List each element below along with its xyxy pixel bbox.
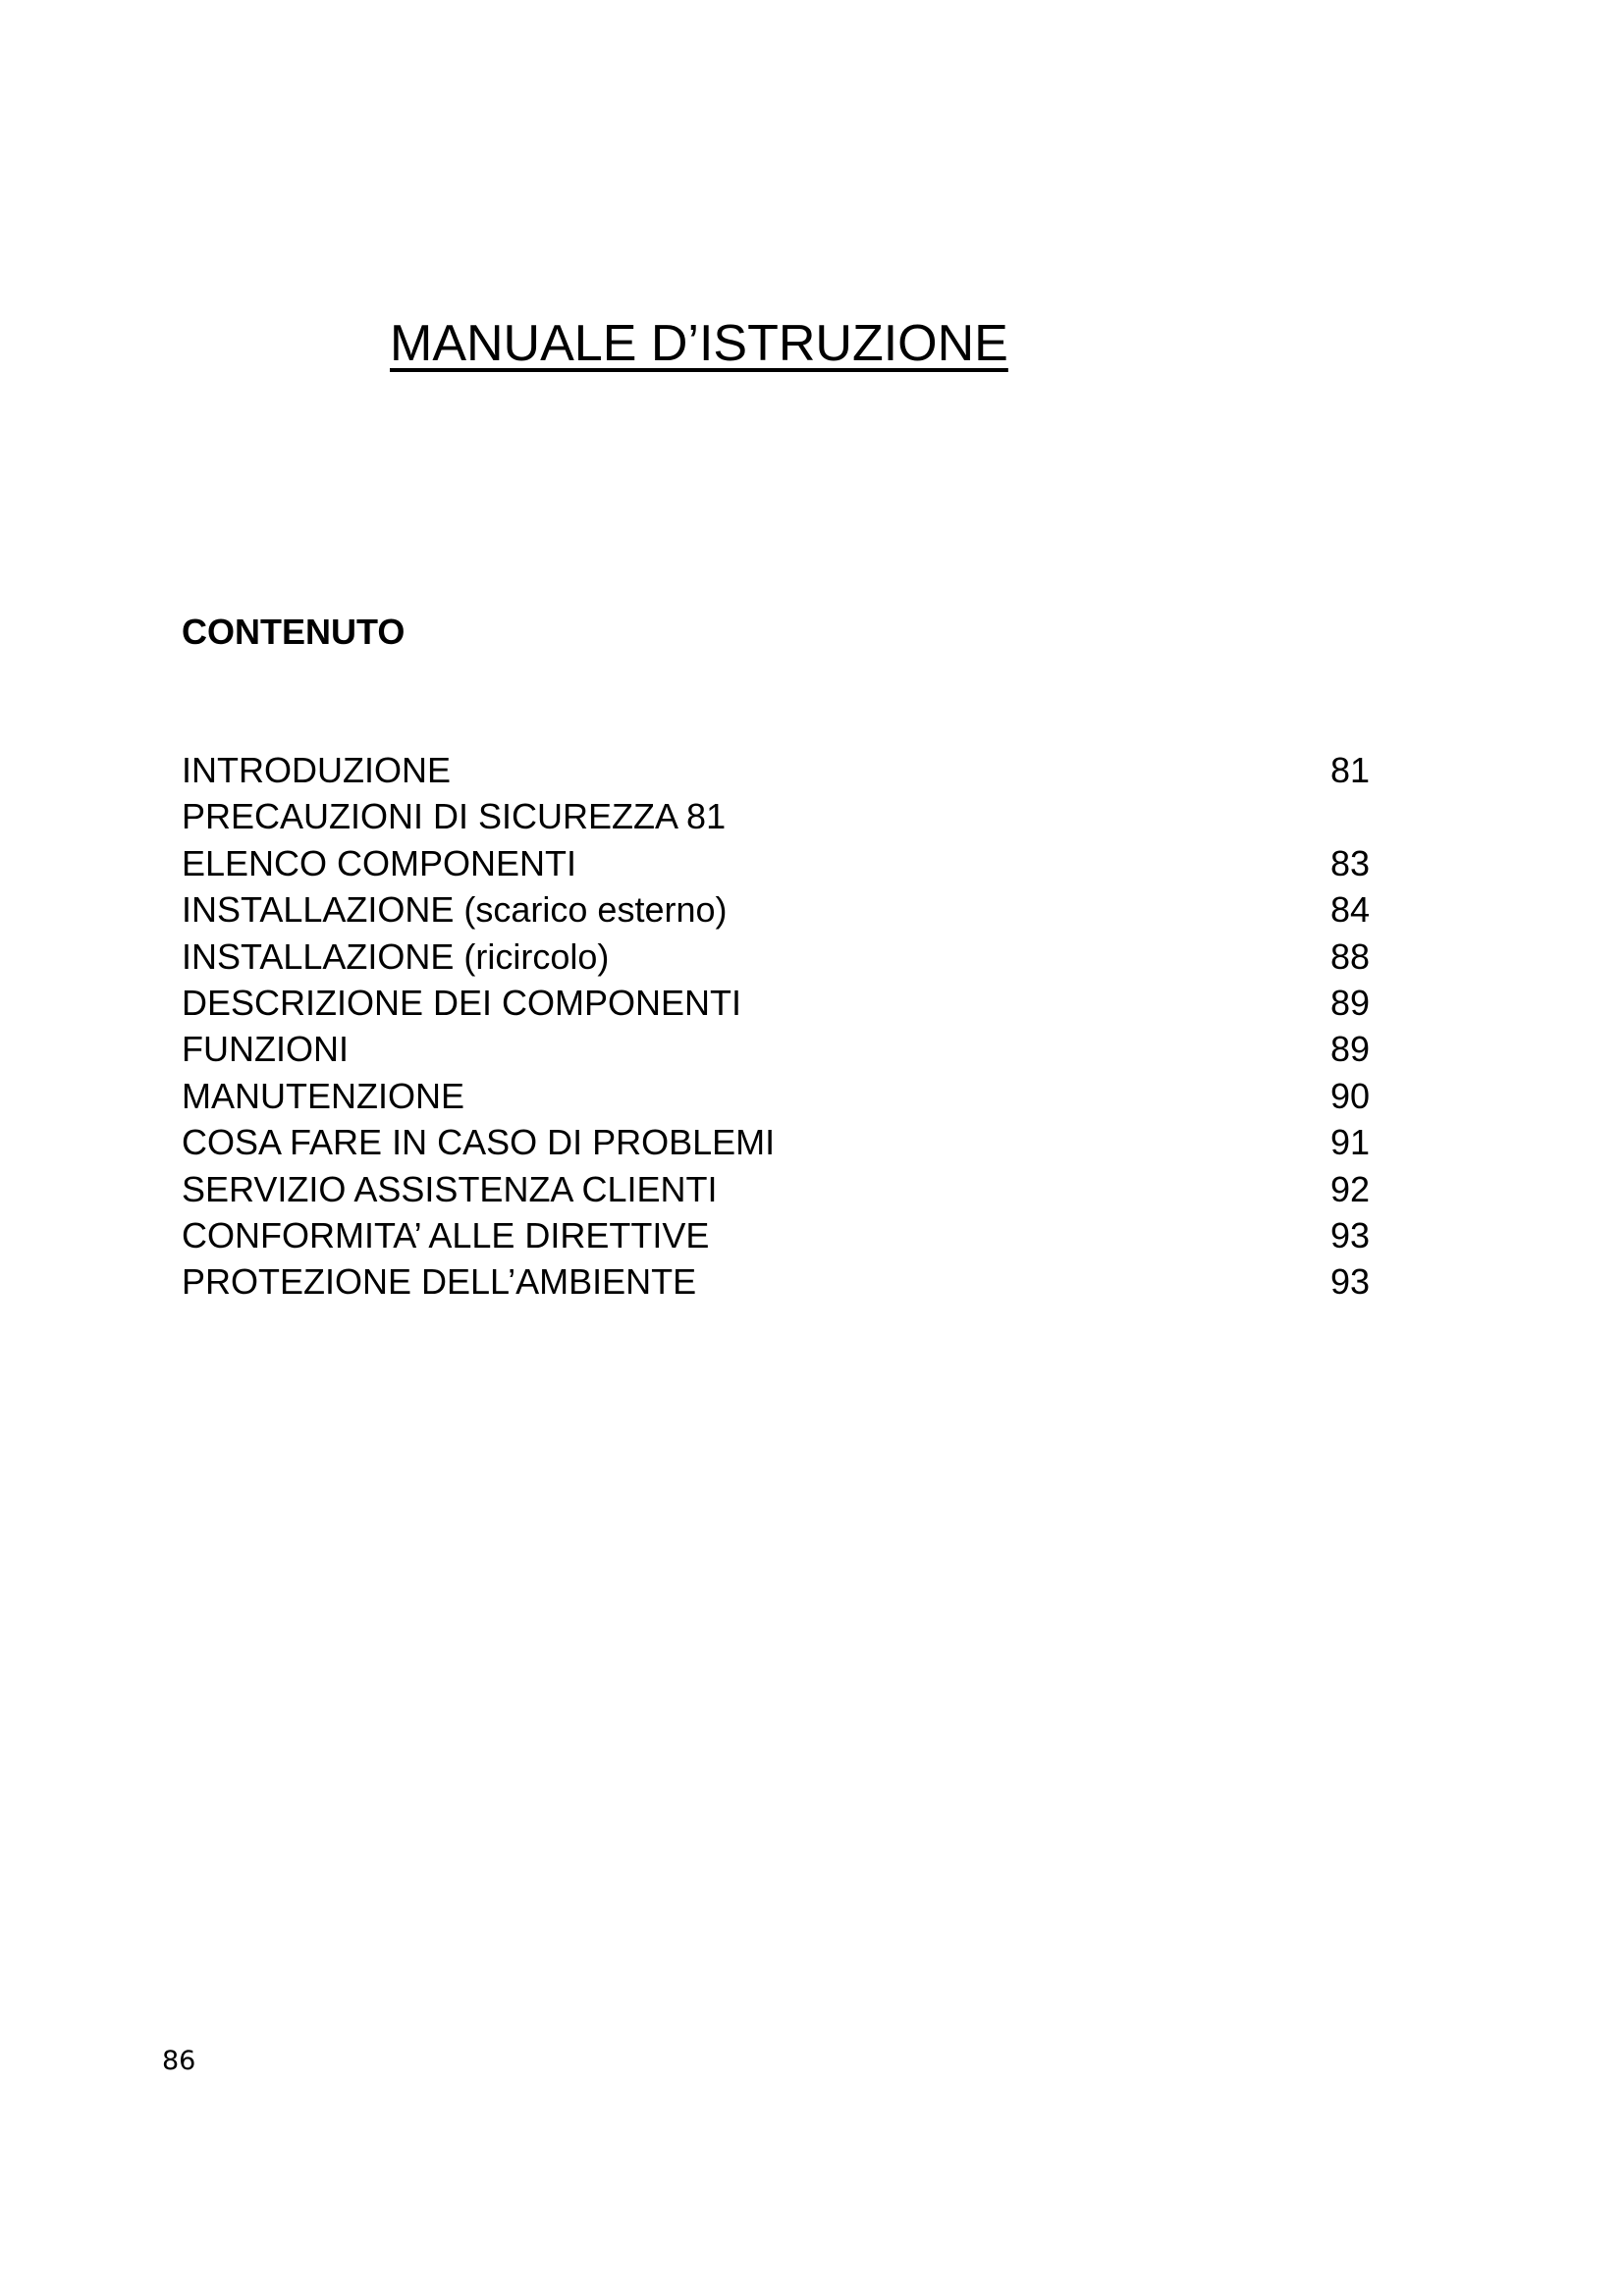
toc-entry-page: 90 [1329, 1075, 1370, 1116]
toc-entry [182, 1026, 1370, 1072]
toc-entry-page: 83 [1329, 842, 1370, 883]
toc-entry [182, 840, 1370, 886]
toc-entry [182, 934, 1370, 980]
toc-entry-page: 89 [1329, 982, 1370, 1023]
toc-entry-label: DESCRIZIONE DEI COMPONENTI [182, 982, 742, 1023]
toc-entry-label: INSTALLAZIONE (scarico esterno) [182, 889, 728, 931]
toc-entry-page: 88 [1329, 935, 1370, 977]
toc-entry-label: FUNZIONI [182, 1029, 349, 1070]
toc-entry-label: PRECAUZIONI DI SICUREZZA 81 [182, 796, 727, 837]
toc-entry [182, 980, 1370, 1026]
toc-entry-page: 89 [1329, 1029, 1370, 1070]
toc-entry [182, 1258, 1370, 1305]
toc-entry-label: COSA FARE IN CASO DI PROBLEMI [182, 1122, 776, 1163]
toc-entry-page: 81 [1329, 750, 1370, 790]
toc-entry [182, 1166, 1370, 1212]
toc-entry-label: INTRODUZIONE [182, 750, 451, 790]
toc-entry [182, 1212, 1370, 1258]
toc-heading: CONTENUTO [182, 612, 406, 652]
toc-entry [182, 747, 1370, 793]
table-of-contents [182, 747, 1370, 1306]
toc-entry [182, 1073, 1370, 1119]
toc-entry-label: PROTEZIONE DELL’AMBIENTE [182, 1261, 697, 1303]
toc-entry [182, 886, 1370, 933]
toc-entry-page: 92 [1329, 1168, 1370, 1209]
toc-entry-label: ELENCO COMPONENTI [182, 842, 577, 883]
toc-entry-label: MANUTENZIONE [182, 1075, 464, 1116]
page-number: 86 [162, 2046, 196, 2076]
toc-entry [182, 1119, 1370, 1165]
page-title: MANUALE D’ISTRUZIONE [390, 315, 1008, 372]
toc-entry-page: 93 [1329, 1214, 1370, 1255]
toc-entry [182, 793, 1370, 839]
toc-entry-page: 91 [1329, 1122, 1370, 1163]
toc-entry-page: 84 [1329, 889, 1370, 931]
toc-entry-label: INSTALLAZIONE (ricircolo) [182, 935, 610, 977]
toc-entry-label: SERVIZIO ASSISTENZA CLIENTI [182, 1168, 718, 1209]
toc-entry-label: CONFORMITA’ ALLE DIRETTIVE [182, 1214, 710, 1255]
toc-entry-page: 93 [1329, 1261, 1370, 1303]
